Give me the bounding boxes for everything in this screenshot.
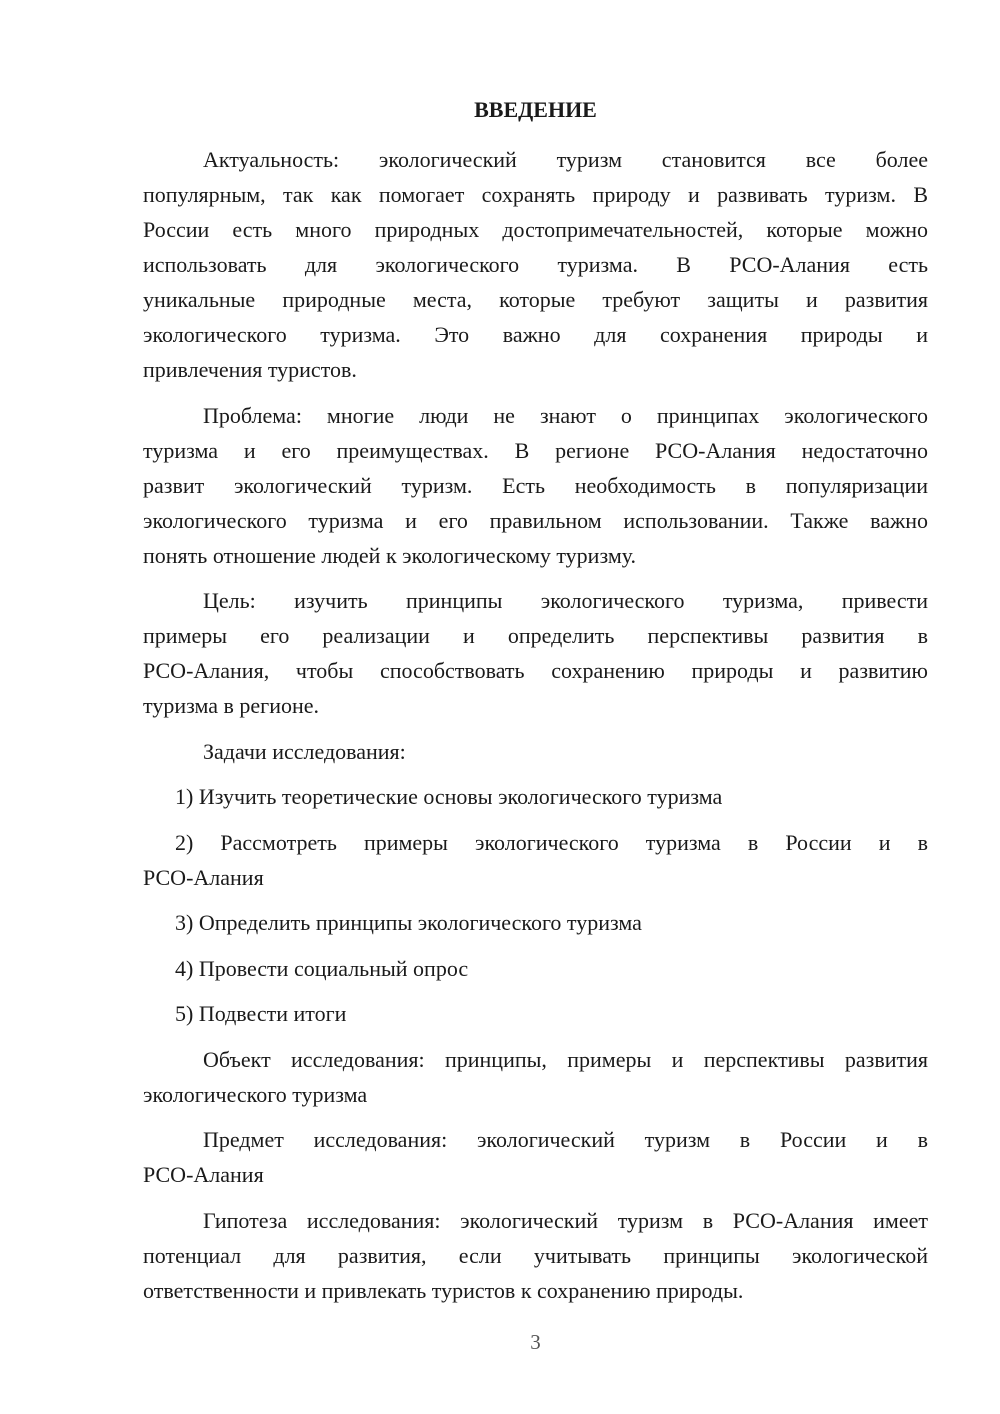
- text-line: 4) Провести социальный опрос: [175, 955, 469, 981]
- text-line: уникальные природные места, которые требуют защиты и развития: [143, 287, 928, 312]
- text-line: развит экологический туризм. Есть необходимость в популяризации: [143, 472, 928, 498]
- text-line: РСО-Алания: [143, 1162, 264, 1187]
- text-line: потенциал для развития, если учитывать принципы экологической: [143, 1242, 928, 1268]
- text-line: использовать для экологического туризма. В РСО-Алания есть: [143, 252, 928, 277]
- paragraph: [143, 142, 928, 387]
- document-body: [143, 142, 928, 1308]
- text-line: РСО-Алания, чтобы способствовать сохранению природы и развитию: [143, 658, 928, 683]
- text-line: РСО-Алания: [143, 864, 264, 890]
- text-line: понять отношение людей к экологическому туризму.: [143, 542, 637, 568]
- paragraph: [143, 825, 928, 895]
- paragraph: [143, 779, 928, 814]
- text-line: экологического туризма: [143, 1081, 368, 1107]
- page-title: ВВЕДЕНИЕ: [474, 97, 597, 122]
- text-line: популярным, так как помогает сохранять природу и развивать туризм. В: [143, 182, 928, 207]
- text-line: Гипотеза исследования: экологический туризм в РСО-Алания имеет: [203, 1207, 928, 1233]
- paragraph: [143, 398, 928, 573]
- text-line: Объект исследования: принципы, примеры и перспективы развития: [203, 1046, 928, 1072]
- text-line: привлечения туристов.: [143, 357, 357, 382]
- text-line: примеры его реализации и определить перспективы развития в: [143, 623, 928, 648]
- text-line: 5) Подвести итоги: [175, 1001, 347, 1026]
- text-line: 3) Определить принципы экологического туризма: [175, 910, 642, 935]
- page-number: 3: [530, 1330, 541, 1354]
- paragraph: [143, 1122, 928, 1192]
- text-line: туризма в регионе.: [143, 693, 319, 718]
- paragraph: [143, 583, 928, 723]
- text-line: Проблема: многие люди не знают о принципах экологического: [203, 402, 928, 428]
- text-line: ответственности и привлекать туристов к сохранению природы.: [143, 1277, 744, 1303]
- text-line: экологического туризма и его правильном использовании. Также важно: [143, 507, 928, 533]
- text-line: 2) Рассмотреть примеры экологического туризма в России и в: [175, 829, 928, 855]
- paragraph: [143, 1042, 928, 1112]
- paragraph: [143, 734, 928, 769]
- text-line: России есть много природных достопримечательностей, которые можно: [143, 217, 928, 242]
- text-line: экологического туризма. Это важно для сохранения природы и: [143, 322, 928, 347]
- paragraph: [143, 996, 928, 1031]
- text-line: Предмет исследования: экологический туризм в России и в: [203, 1127, 928, 1152]
- text-line: Актуальность: экологический туризм становится все более: [203, 147, 928, 172]
- text-line: туризма и его преимуществах. В регионе РСО-Алания недостаточно: [143, 437, 928, 463]
- paragraph: [143, 905, 928, 940]
- paragraph: [143, 951, 928, 986]
- paragraph: [143, 1203, 928, 1308]
- text-line: 1) Изучить теоретические основы экологического туризма: [175, 784, 723, 809]
- document-page: [143, 92, 928, 1318]
- text-line: Цель: изучить принципы экологического туризма, привести: [203, 588, 928, 613]
- text-line: Задачи исследования:: [203, 738, 406, 764]
